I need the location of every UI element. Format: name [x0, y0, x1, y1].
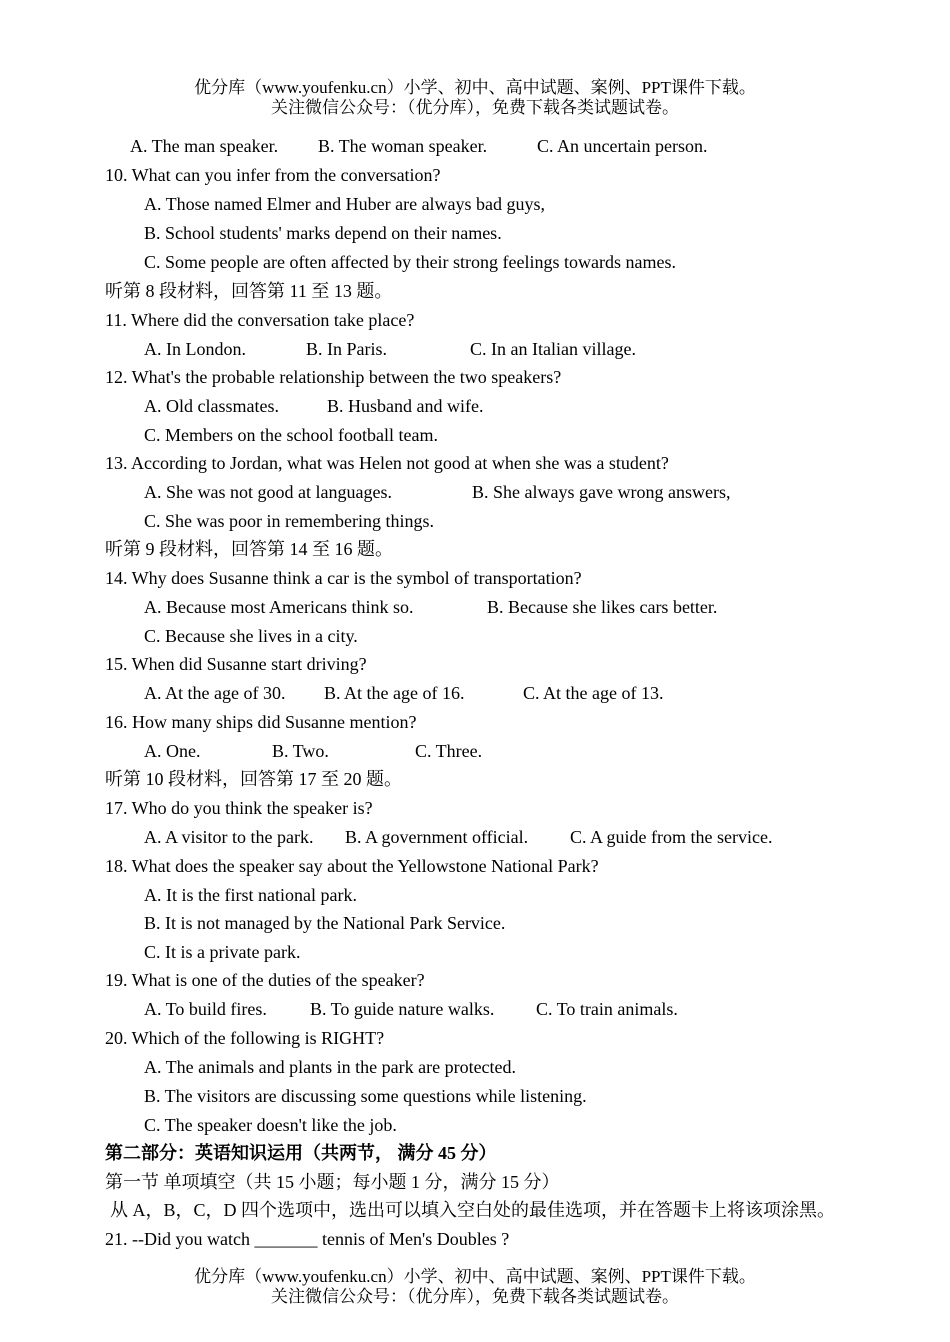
part-2-section-1: 第一节 单项填空（共 15 小题；每小题 1 分，满分 15 分） — [105, 1172, 560, 1192]
q14-option-b: B. Because she likes cars better. — [487, 597, 718, 617]
q10-stem: 10. What can you infer from the conversation? — [105, 165, 441, 185]
header-line-1: 优分库（www.youfenku.cn）小学、初中、高中试题、案例、PPT课件下载。 — [194, 78, 756, 97]
q12-option-c: C. Members on the school football team. — [144, 425, 438, 445]
q18-option-a: A. It is the first national park. — [144, 885, 357, 905]
q16-stem: 16. How many ships did Susanne mention? — [105, 712, 417, 732]
q9-option-b: B. The woman speaker. — [318, 136, 488, 156]
footer-line-2: 关注微信公众号：（优分库），免费下载各类试题试卷。 — [271, 1287, 679, 1306]
q13-option-c: C. She was poor in remembering things. — [144, 511, 434, 531]
q10-option-a: A. Those named Elmer and Huber are always bad guys, — [144, 194, 546, 214]
q15-option-a: A. At the age of 30. — [144, 683, 286, 703]
q14-option-c: C. Because she lives in a city. — [144, 626, 358, 646]
q11-option-b: B. In Paris. — [306, 339, 387, 359]
q10-option-b: B. School students' marks depend on their names. — [144, 223, 502, 243]
q20-option-b: B. The visitors are discussing some questions while listening. — [144, 1086, 587, 1106]
part-2-instructions: 从 A，B，C，D 四个选项中，选出可以填入空白处的最佳选项，并在答题卡上将该项涂黑。 — [110, 1200, 836, 1220]
q18-stem: 18. What does the speaker say about the Yellowstone National Park? — [105, 856, 599, 876]
q16-option-c: C. Three. — [415, 741, 483, 761]
q12-option-b: B. Husband and wife. — [327, 396, 484, 416]
q12-option-a: A. Old classmates. — [144, 396, 279, 416]
q19-stem: 19. What is one of the duties of the speaker? — [105, 970, 425, 990]
q21-stem: 21. --Did you watch _______ tennis of Men's Doubles ? — [105, 1229, 510, 1249]
q18-option-b: B. It is not managed by the National Park Service. — [144, 913, 506, 933]
q19-option-c: C. To train animals. — [536, 999, 678, 1019]
section-10-heading: 听第 10 段材料，回答第 17 至 20 题。 — [105, 769, 402, 789]
q17-option-a: A. A visitor to the park. — [144, 827, 314, 847]
q17-stem: 17. Who do you think the speaker is? — [105, 798, 373, 818]
q20-option-c: C. The speaker doesn't like the job. — [144, 1115, 397, 1135]
section-9-heading: 听第 9 段材料，回答第 14 至 16 题。 — [105, 539, 393, 559]
q15-option-b: B. At the age of 16. — [324, 683, 465, 703]
q20-option-a: A. The animals and plants in the park are protected. — [144, 1057, 517, 1077]
section-8-heading: 听第 8 段材料，回答第 11 至 13 题。 — [105, 281, 393, 301]
q9-option-c: C. An uncertain person. — [537, 136, 708, 156]
page-header — [0, 78, 950, 118]
q14-option-a: A. Because most Americans think so. — [144, 597, 414, 617]
q9-option-a: A. The man speaker. — [130, 136, 279, 156]
q19-option-b: B. To guide nature walks. — [310, 999, 495, 1019]
q11-option-c: C. In an Italian village. — [470, 339, 636, 359]
q11-stem: 11. Where did the conversation take place? — [105, 310, 415, 330]
q14-stem: 14. Why does Susanne think a car is the symbol of transportation? — [105, 568, 582, 588]
q17-option-b: B. A government official. — [345, 827, 529, 847]
q13-option-b: B. She always gave wrong answers, — [472, 482, 731, 502]
q12-stem: 12. What's the probable relationship between the two speakers? — [105, 367, 562, 387]
page-footer — [0, 1267, 950, 1307]
footer-line-1: 优分库（www.youfenku.cn）小学、初中、高中试题、案例、PPT课件下载。 — [194, 1267, 756, 1286]
part-2-title: 第二部分：英语知识运用（共两节， 满分 45 分） — [105, 1143, 497, 1163]
q17-option-c: C. A guide from the service. — [570, 827, 773, 847]
q15-stem: 15. When did Susanne start driving? — [105, 654, 367, 674]
q20-stem: 20. Which of the following is RIGHT? — [105, 1028, 385, 1048]
q16-option-b: B. Two. — [272, 741, 329, 761]
q16-option-a: A. One. — [144, 741, 201, 761]
q13-stem: 13. According to Jordan, what was Helen not good at when she was a student? — [105, 453, 669, 473]
q18-option-c: C. It is a private park. — [144, 942, 301, 962]
q10-option-c: C. Some people are often affected by their strong feelings towards names. — [144, 252, 677, 272]
q15-option-c: C. At the age of 13. — [523, 683, 664, 703]
header-line-2: 关注微信公众号：（优分库），免费下载各类试题试卷。 — [271, 98, 679, 117]
q19-option-a: A. To build fires. — [144, 999, 267, 1019]
q13-option-a: A. She was not good at languages. — [144, 482, 392, 502]
q11-option-a: A. In London. — [144, 339, 246, 359]
